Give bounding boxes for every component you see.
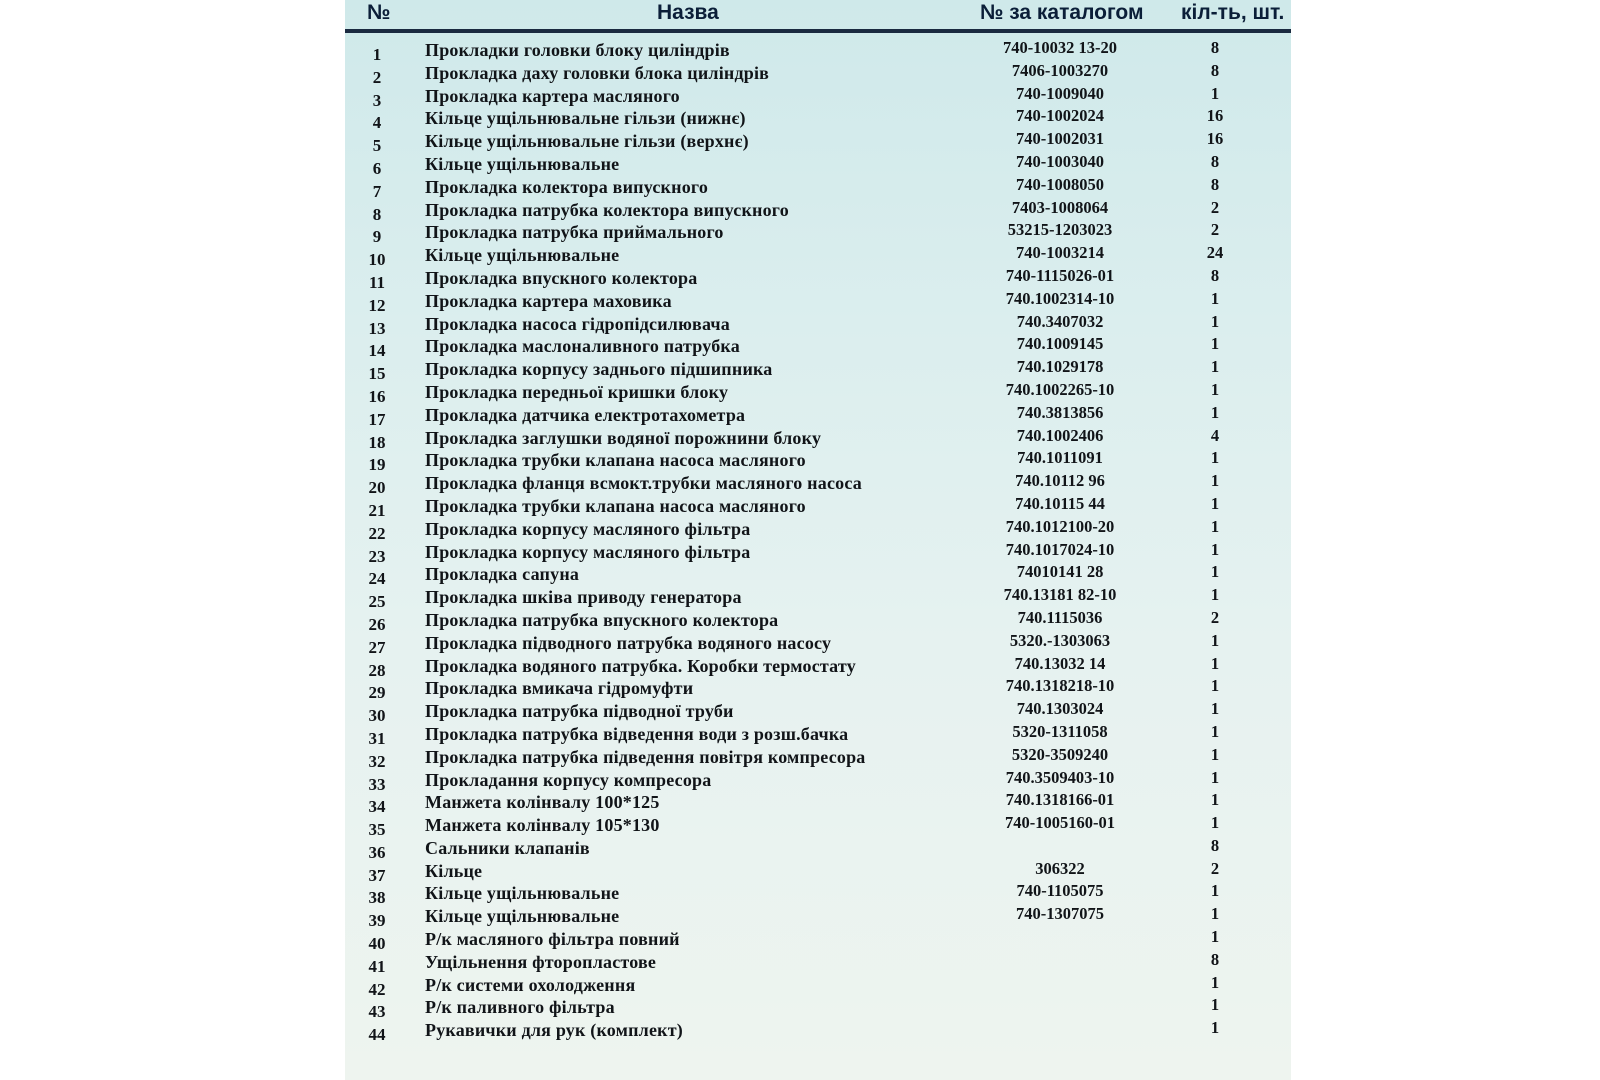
row-catalog-number: 740.1318218-10 (1005, 676, 1115, 696)
table-row (345, 790, 1291, 817)
row-quantity: 1 (1210, 767, 1220, 787)
row-catalog-number: 7403-1008064 (1011, 197, 1109, 217)
parts-list-sheet (345, 0, 1291, 1080)
header-divider (345, 29, 1291, 33)
table-row (345, 471, 1291, 498)
row-number: 4 (372, 113, 382, 133)
row-number: 24 (368, 569, 386, 589)
row-name: Ущільнення фторопластове (425, 951, 657, 972)
row-name: Прокладка сапуна (425, 564, 580, 585)
table-row (345, 311, 1291, 338)
row-catalog-number: 740-1005160-01 (1005, 813, 1115, 833)
row-number: 38 (368, 888, 386, 908)
row-number: 10 (368, 250, 386, 270)
row-number: 33 (368, 774, 386, 794)
row-number: 42 (368, 979, 386, 999)
row-number: 43 (368, 1002, 386, 1022)
row-quantity: 1 (1210, 927, 1220, 947)
row-quantity: 1 (1210, 904, 1220, 924)
row-number: 11 (368, 272, 386, 292)
table-row (345, 813, 1291, 840)
row-name: Кільце (425, 860, 483, 881)
row-name: Прокладка вмикача гідромуфти (425, 678, 694, 699)
row-name: Прокладка підводного патрубка водяного насосу (425, 632, 832, 653)
row-name: Прокладка корпусу масляного фільтра (425, 541, 751, 562)
table-row (345, 402, 1291, 429)
table-row (345, 744, 1291, 771)
row-catalog-number: 740.1012100-20 (1005, 516, 1115, 536)
table-row (345, 607, 1291, 634)
row-name: Прокладка трубки клапана насоса масляного (425, 450, 806, 471)
row-number: 34 (368, 797, 386, 817)
row-quantity: 1 (1210, 334, 1220, 354)
row-name: Прокладка датчика електротахометра (425, 404, 746, 425)
table-row (345, 425, 1291, 452)
row-name: Манжета колінвалу 105*130 (425, 815, 660, 836)
row-catalog-number: 5320-3509240 (1011, 744, 1109, 764)
table-row (345, 904, 1291, 931)
row-quantity: 1 (1210, 539, 1220, 559)
row-name: Манжета колінвалу 100*125 (425, 792, 660, 813)
table-row (345, 676, 1291, 703)
table-row (345, 653, 1291, 680)
row-name: Р/к паливного фільтра (425, 997, 615, 1018)
table-row (345, 539, 1291, 566)
table-row (345, 151, 1291, 178)
row-name: Прокладка водяного патрубка. Коробки термостату (425, 655, 856, 676)
table-row (345, 38, 1291, 64)
row-catalog-number: 5320.-1303063 (1009, 630, 1111, 650)
row-catalog-number: 740-1009040 (1016, 83, 1104, 103)
row-number: 20 (368, 478, 386, 498)
header-catalog-number: № за каталогом (980, 1, 1144, 24)
row-quantity: 2 (1210, 197, 1220, 217)
row-quantity: 1 (1210, 699, 1220, 719)
row-number: 18 (368, 432, 386, 452)
row-number: 5 (372, 136, 382, 156)
row-name: Р/к системи охолодження (425, 974, 636, 995)
row-number: 29 (368, 683, 386, 703)
row-number: 37 (368, 865, 386, 885)
header-name: Назва (657, 1, 719, 24)
row-name: Кільце ущільнювальне гільзи (верхнє) (425, 131, 749, 152)
row-quantity: 1 (1210, 676, 1220, 696)
row-name: Кільце ущільнювальне (425, 153, 620, 174)
row-number: 25 (368, 592, 386, 612)
table-row (345, 562, 1291, 589)
row-catalog-number: 740.1318166-01 (1005, 790, 1115, 810)
row-name: Прокладка патрубка приймального (425, 222, 724, 243)
row-name: Прокладка впускного колектора (425, 267, 698, 288)
row-number: 12 (368, 295, 386, 315)
row-name: Р/к масляного фільтра повний (425, 929, 680, 950)
table-body (345, 38, 1291, 1045)
row-number: 2 (372, 67, 382, 87)
row-catalog-number: 740-10032 13-20 (1002, 38, 1118, 57)
row-number: 15 (368, 364, 386, 384)
table-row (345, 585, 1291, 612)
row-number: 44 (368, 1025, 386, 1045)
row-name: Прокладка картера масляного (425, 85, 680, 106)
table-row (345, 881, 1291, 908)
table-row (345, 197, 1291, 224)
row-catalog-number: 740-1105075 (1016, 881, 1104, 901)
row-name: Прокладка колектора випускного (425, 176, 709, 197)
row-catalog-number: 740.1017024-10 (1005, 539, 1115, 559)
table-row (345, 493, 1291, 520)
row-quantity: 1 (1210, 311, 1220, 331)
table-row (345, 927, 1291, 954)
row-quantity: 8 (1210, 60, 1220, 80)
row-quantity: 8 (1210, 38, 1220, 57)
row-name: Рукавички для рук (комплект) (425, 1020, 683, 1041)
row-catalog-number: 5320-1311058 (1012, 721, 1108, 741)
row-quantity: 1 (1210, 653, 1220, 673)
row-catalog-number: 740.13181 82-10 (1003, 585, 1117, 605)
row-number: 30 (368, 706, 386, 726)
row-quantity: 1 (1210, 1018, 1220, 1038)
row-quantity: 2 (1210, 220, 1220, 240)
row-quantity: 1 (1210, 402, 1220, 422)
row-number: 21 (368, 500, 386, 520)
row-catalog-number: 740-1003040 (1016, 151, 1104, 171)
table-row (345, 858, 1291, 885)
row-quantity: 1 (1210, 516, 1220, 536)
row-quantity: 8 (1210, 265, 1220, 285)
row-quantity: 16 (1206, 106, 1224, 126)
table-header (345, 0, 1291, 30)
row-name: Прокладка трубки клапана насоса масляного (425, 495, 806, 516)
row-catalog-number: 740.13032 14 (1014, 653, 1106, 673)
row-catalog-number: 740.1002406 (1016, 425, 1104, 445)
row-catalog-number: 740-1002024 (1016, 106, 1104, 126)
row-catalog-number: 740.1115036 (1017, 607, 1103, 627)
table-row (345, 83, 1291, 110)
row-catalog-number: 740-1307075 (1016, 904, 1104, 924)
row-name: Прокладка маслоналивного патрубка (425, 336, 740, 357)
table-row (345, 106, 1291, 133)
row-name: Прокладка патрубка впускного колектора (425, 609, 779, 630)
row-number: 9 (372, 227, 382, 247)
row-catalog-number: 740.1009145 (1016, 334, 1104, 354)
table-row (345, 949, 1291, 976)
row-number: 13 (368, 318, 386, 338)
row-catalog-number: 740.1002265-10 (1005, 379, 1115, 399)
row-catalog-number: 740-1008050 (1016, 174, 1104, 194)
table-row (345, 265, 1291, 292)
row-name: Прокладка передньої кришки блоку (425, 381, 729, 402)
row-quantity: 1 (1210, 585, 1220, 605)
table-row (345, 516, 1291, 543)
row-name: Кільце ущільнювальне (425, 883, 620, 904)
row-catalog-number: 740-1115026-01 (1005, 265, 1115, 285)
row-quantity: 1 (1210, 562, 1220, 582)
row-number: 8 (372, 204, 382, 224)
header-number: № (367, 1, 391, 24)
row-catalog-number: 740.10115 44 (1015, 493, 1105, 513)
header-quantity: кіл-ть, шт. (1181, 1, 1285, 24)
row-quantity: 2 (1210, 607, 1220, 627)
row-number: 36 (368, 842, 386, 862)
row-name: Кільце ущільнювальне гільзи (нижнє) (425, 108, 746, 129)
row-catalog-number: 7406-1003270 (1011, 60, 1109, 80)
row-quantity: 8 (1210, 151, 1220, 171)
row-number: 40 (368, 934, 386, 954)
table-row (345, 357, 1291, 384)
row-number: 3 (372, 90, 382, 110)
row-name: Кільце ущільнювальне (425, 245, 620, 266)
row-name: Прокладка насоса гідропідсилювача (425, 313, 730, 334)
table-row (345, 334, 1291, 361)
table-row (345, 995, 1291, 1022)
row-name: Прокладка патрубка відведення води з розш.бачка (425, 723, 849, 744)
row-number: 17 (368, 409, 386, 429)
row-name: Прокладки головки блоку циліндрів (425, 40, 730, 60)
row-quantity: 1 (1210, 790, 1220, 810)
table-row (345, 721, 1291, 748)
row-catalog-number: 740.10112 96 (1015, 471, 1105, 491)
row-name: Прокладка фланця всмокт.трубки масляного насоса (425, 473, 862, 494)
row-number: 1 (372, 45, 382, 64)
row-quantity: 1 (1210, 813, 1220, 833)
row-number: 23 (368, 546, 386, 566)
row-number: 7 (372, 181, 382, 201)
row-name: Кільце ущільнювальне (425, 906, 620, 927)
row-number: 26 (368, 614, 386, 634)
table-row (345, 448, 1291, 475)
row-quantity: 4 (1210, 425, 1220, 445)
table-row (345, 835, 1291, 862)
row-quantity: 1 (1210, 881, 1220, 901)
table-row (345, 1018, 1291, 1045)
row-name: Прокладка патрубка підводної труби (425, 701, 734, 722)
row-catalog-number: 740.3509403-10 (1005, 767, 1115, 787)
row-quantity: 24 (1206, 243, 1224, 263)
table-row (345, 699, 1291, 726)
row-catalog-number: 740.1303024 (1016, 699, 1104, 719)
table-row (345, 220, 1291, 247)
row-name: Прокладка шківа приводу генератора (425, 587, 742, 608)
row-number: 35 (368, 820, 386, 840)
table-row (345, 379, 1291, 406)
row-number: 28 (368, 660, 386, 680)
row-quantity: 1 (1210, 972, 1220, 992)
table-row (345, 767, 1291, 794)
row-catalog-number: 740.1029178 (1016, 357, 1104, 377)
table-row (345, 174, 1291, 201)
row-catalog-number: 740.1011091 (1017, 448, 1103, 468)
table-row (345, 243, 1291, 270)
row-catalog-number: 74010141 28 (1016, 562, 1104, 582)
row-number: 19 (368, 455, 386, 475)
row-name: Прокладка патрубка підведення повітря компресора (425, 746, 866, 767)
row-quantity: 2 (1210, 858, 1220, 878)
row-number: 27 (368, 637, 386, 657)
row-number: 6 (372, 158, 382, 178)
table-row (345, 630, 1291, 657)
row-catalog-number: 306322 (1035, 858, 1085, 878)
row-name: Прокладання корпусу компресора (425, 769, 712, 790)
row-quantity: 1 (1210, 744, 1220, 764)
row-quantity: 1 (1210, 995, 1220, 1015)
row-quantity: 1 (1210, 379, 1220, 399)
row-name: Сальники клапанів (425, 837, 590, 858)
row-number: 31 (368, 728, 386, 748)
row-catalog-number: 740-1002031 (1016, 129, 1104, 149)
row-name: Прокладка даху головки блока циліндрів (425, 62, 770, 83)
row-number: 22 (368, 523, 386, 543)
row-quantity: 1 (1210, 288, 1220, 308)
row-number: 16 (368, 386, 386, 406)
row-catalog-number: 740.3407032 (1016, 311, 1104, 331)
row-name: Прокладка патрубка колектора випускного (425, 199, 789, 220)
row-quantity: 8 (1210, 835, 1220, 855)
row-quantity: 1 (1210, 471, 1220, 491)
row-quantity: 16 (1206, 129, 1224, 149)
row-catalog-number: 740-1003214 (1016, 243, 1104, 263)
row-number: 41 (368, 956, 386, 976)
row-quantity: 8 (1210, 949, 1220, 969)
row-catalog-number: 740.1002314-10 (1005, 288, 1115, 308)
row-number: 14 (368, 341, 386, 361)
row-catalog-number: 740.3813856 (1016, 402, 1104, 422)
row-quantity: 1 (1210, 493, 1220, 513)
row-quantity: 1 (1210, 448, 1220, 468)
row-name: Прокладка корпусу заднього підшипника (425, 359, 773, 380)
table-row (345, 972, 1291, 999)
row-catalog-number: 53215-1203023 (1007, 220, 1113, 240)
table-row (345, 60, 1291, 87)
row-quantity: 8 (1210, 174, 1220, 194)
table-row (345, 288, 1291, 315)
row-quantity: 1 (1210, 721, 1220, 741)
row-number: 39 (368, 911, 386, 931)
row-name: Прокладка картера маховика (425, 290, 672, 311)
row-number: 32 (368, 751, 386, 771)
table-row (345, 129, 1291, 156)
row-quantity: 1 (1210, 630, 1220, 650)
row-quantity: 1 (1210, 357, 1220, 377)
row-name: Прокладка заглушки водяної порожнини блоку (425, 427, 822, 448)
row-name: Прокладка корпусу масляного фільтра (425, 518, 751, 539)
row-quantity: 1 (1210, 83, 1220, 103)
